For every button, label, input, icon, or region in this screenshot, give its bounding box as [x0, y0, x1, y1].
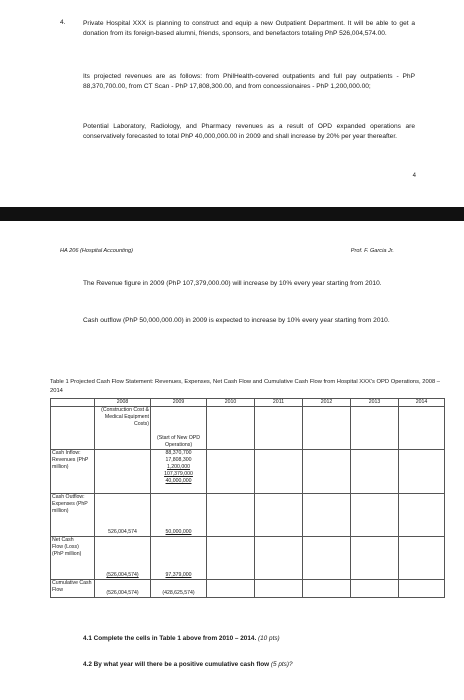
net-label-line: Net Cash: [52, 537, 74, 543]
course-header: HA 206 (Hospital Accounting): [60, 248, 133, 254]
cell-empty: [255, 494, 303, 537]
cell-empty: [399, 580, 445, 598]
revenue-note: The Revenue figure in 2009 (PhP 107,379,000.00) will increase by 10% every year starting from 2010.: [83, 280, 382, 287]
net-label-line: (PhP million): [52, 551, 82, 557]
cell-empty: [303, 494, 351, 537]
cell-empty: [399, 537, 445, 580]
cell-empty: [303, 537, 351, 580]
cash-outflow-note: Cash outflow (PhP 50,000,000.00) in 2009 is expected to increase by 10% every year starting from 2010.: [83, 317, 390, 324]
cash-flow-table: [50, 398, 445, 598]
table-header-row: [51, 399, 445, 407]
header-year: 2013: [351, 399, 399, 407]
cell-empty: [255, 450, 303, 494]
table-row-cash-inflow: [51, 450, 445, 494]
cumulative-label: Cumulative Cash Flow: [51, 580, 95, 598]
inflow-2009-cell: [151, 450, 207, 494]
net-2008: (526,004,574): [95, 537, 151, 580]
cell-empty: [351, 407, 399, 450]
cell-empty: [351, 494, 399, 537]
cell-empty: [351, 580, 399, 598]
header-year: 2012: [303, 399, 351, 407]
cell-empty: [399, 494, 445, 537]
table-row-cumulative: [51, 580, 445, 598]
cell-blank: [51, 407, 95, 450]
task-4-2-points: (5 pts)?: [270, 661, 293, 668]
cell-empty: [255, 537, 303, 580]
header-year: 2010: [207, 399, 255, 407]
cell-empty: [207, 450, 255, 494]
table-row-cash-outflow: [51, 494, 445, 537]
professor-header: Prof. F. Garcia Jr.: [350, 248, 394, 254]
header-blank: [51, 399, 95, 407]
task-4-1-text: 4.1 Complete the cells in Table 1 above from 2010 – 2014.: [83, 635, 257, 642]
outflow-2009: 50,000,000: [151, 494, 207, 537]
cell-empty: [399, 407, 445, 450]
net-cash-flow-label: [51, 537, 95, 580]
table-row-net-cash-flow: [51, 537, 445, 580]
cell-empty: [351, 537, 399, 580]
question-text: Private Hospital XXX is planning to construct and equip a new Outpatient Department. It will be able to get a donation from its foreign-based alumni, friends, sponsors, and benefactors totaling PhP 526,004,574.00.: [83, 20, 415, 37]
inflow-value: 17,808,300: [165, 457, 192, 463]
cell-empty: [351, 450, 399, 494]
item-number: 4.: [60, 19, 66, 26]
col-2008-note: (Construction Cost & Medical Equipment Costs): [95, 407, 151, 450]
page-separator: [0, 207, 464, 221]
cell-empty: [303, 450, 351, 494]
cell-empty: [207, 537, 255, 580]
table-row: [51, 407, 445, 450]
header-year: 2008: [95, 399, 151, 407]
cell-empty: [207, 407, 255, 450]
cell-empty: [255, 580, 303, 598]
outflow-2008: 526,004,574: [95, 494, 151, 537]
page-two: [0, 221, 464, 700]
cell-empty: [207, 580, 255, 598]
net-label-line: Flow (Loss): [52, 544, 79, 550]
header-year: 2009: [151, 399, 207, 407]
task-4-1-points: (10 pts): [258, 635, 280, 642]
potential-revenues-text: Potential Laboratory, Radiology, and Pharmacy revenues as a result of OPD expanded operations are conservatively forecasted to total PhP 40,000,000.00 in 2009 and shall increase by 20% per year thereafter.: [83, 123, 415, 140]
header-year: 2014: [399, 399, 445, 407]
inflow-value: 107,379,000: [164, 471, 193, 477]
cum-2008: (526,004,574): [95, 580, 151, 598]
cell-empty: [255, 407, 303, 450]
net-2009: 97,379,000: [151, 537, 207, 580]
page-number: 4: [412, 173, 416, 179]
cell-empty: [207, 494, 255, 537]
cum-2009: (428,625,574): [151, 580, 207, 598]
inflow-value: 88,370,700: [165, 450, 192, 456]
cell-empty: [303, 580, 351, 598]
cell-empty: [303, 407, 351, 450]
table-caption: Table 1 Projected Cash Flow Statement: Revenues, Expenses, Net Cash Flow and Cumulative Cash Flow from Hospital XXX's OPD Operations, 2008 – 2014: [50, 379, 441, 394]
cell-empty: [399, 450, 445, 494]
col-2009-note: (Start of New OPD Operations): [151, 407, 207, 450]
page-one: [0, 0, 464, 207]
task-4-2-text: 4.2 By what year will there be a positive cumulative cash flow: [83, 661, 270, 668]
inflow-value: 1,200,000: [166, 464, 191, 470]
projected-revenues-text: Its projected revenues are as follows: from PhilHealth-covered outpatients and full pay outpatients - PhP 88,370,700.00, from CT Scan - PhP 17,808,300.00, and from concessionaires - PhP 1,200,000.00;: [83, 73, 415, 90]
header-year: 2011: [255, 399, 303, 407]
cell-empty: [95, 450, 151, 494]
task-4-1: [83, 635, 280, 642]
inflow-value: 40,000,000: [165, 478, 192, 484]
inflow-label: Cash Inflow: Revenues (PhP million): [51, 450, 95, 494]
task-4-2: [83, 661, 293, 668]
outflow-label: Cash Outflow: Expenses (PhP million): [51, 494, 95, 537]
